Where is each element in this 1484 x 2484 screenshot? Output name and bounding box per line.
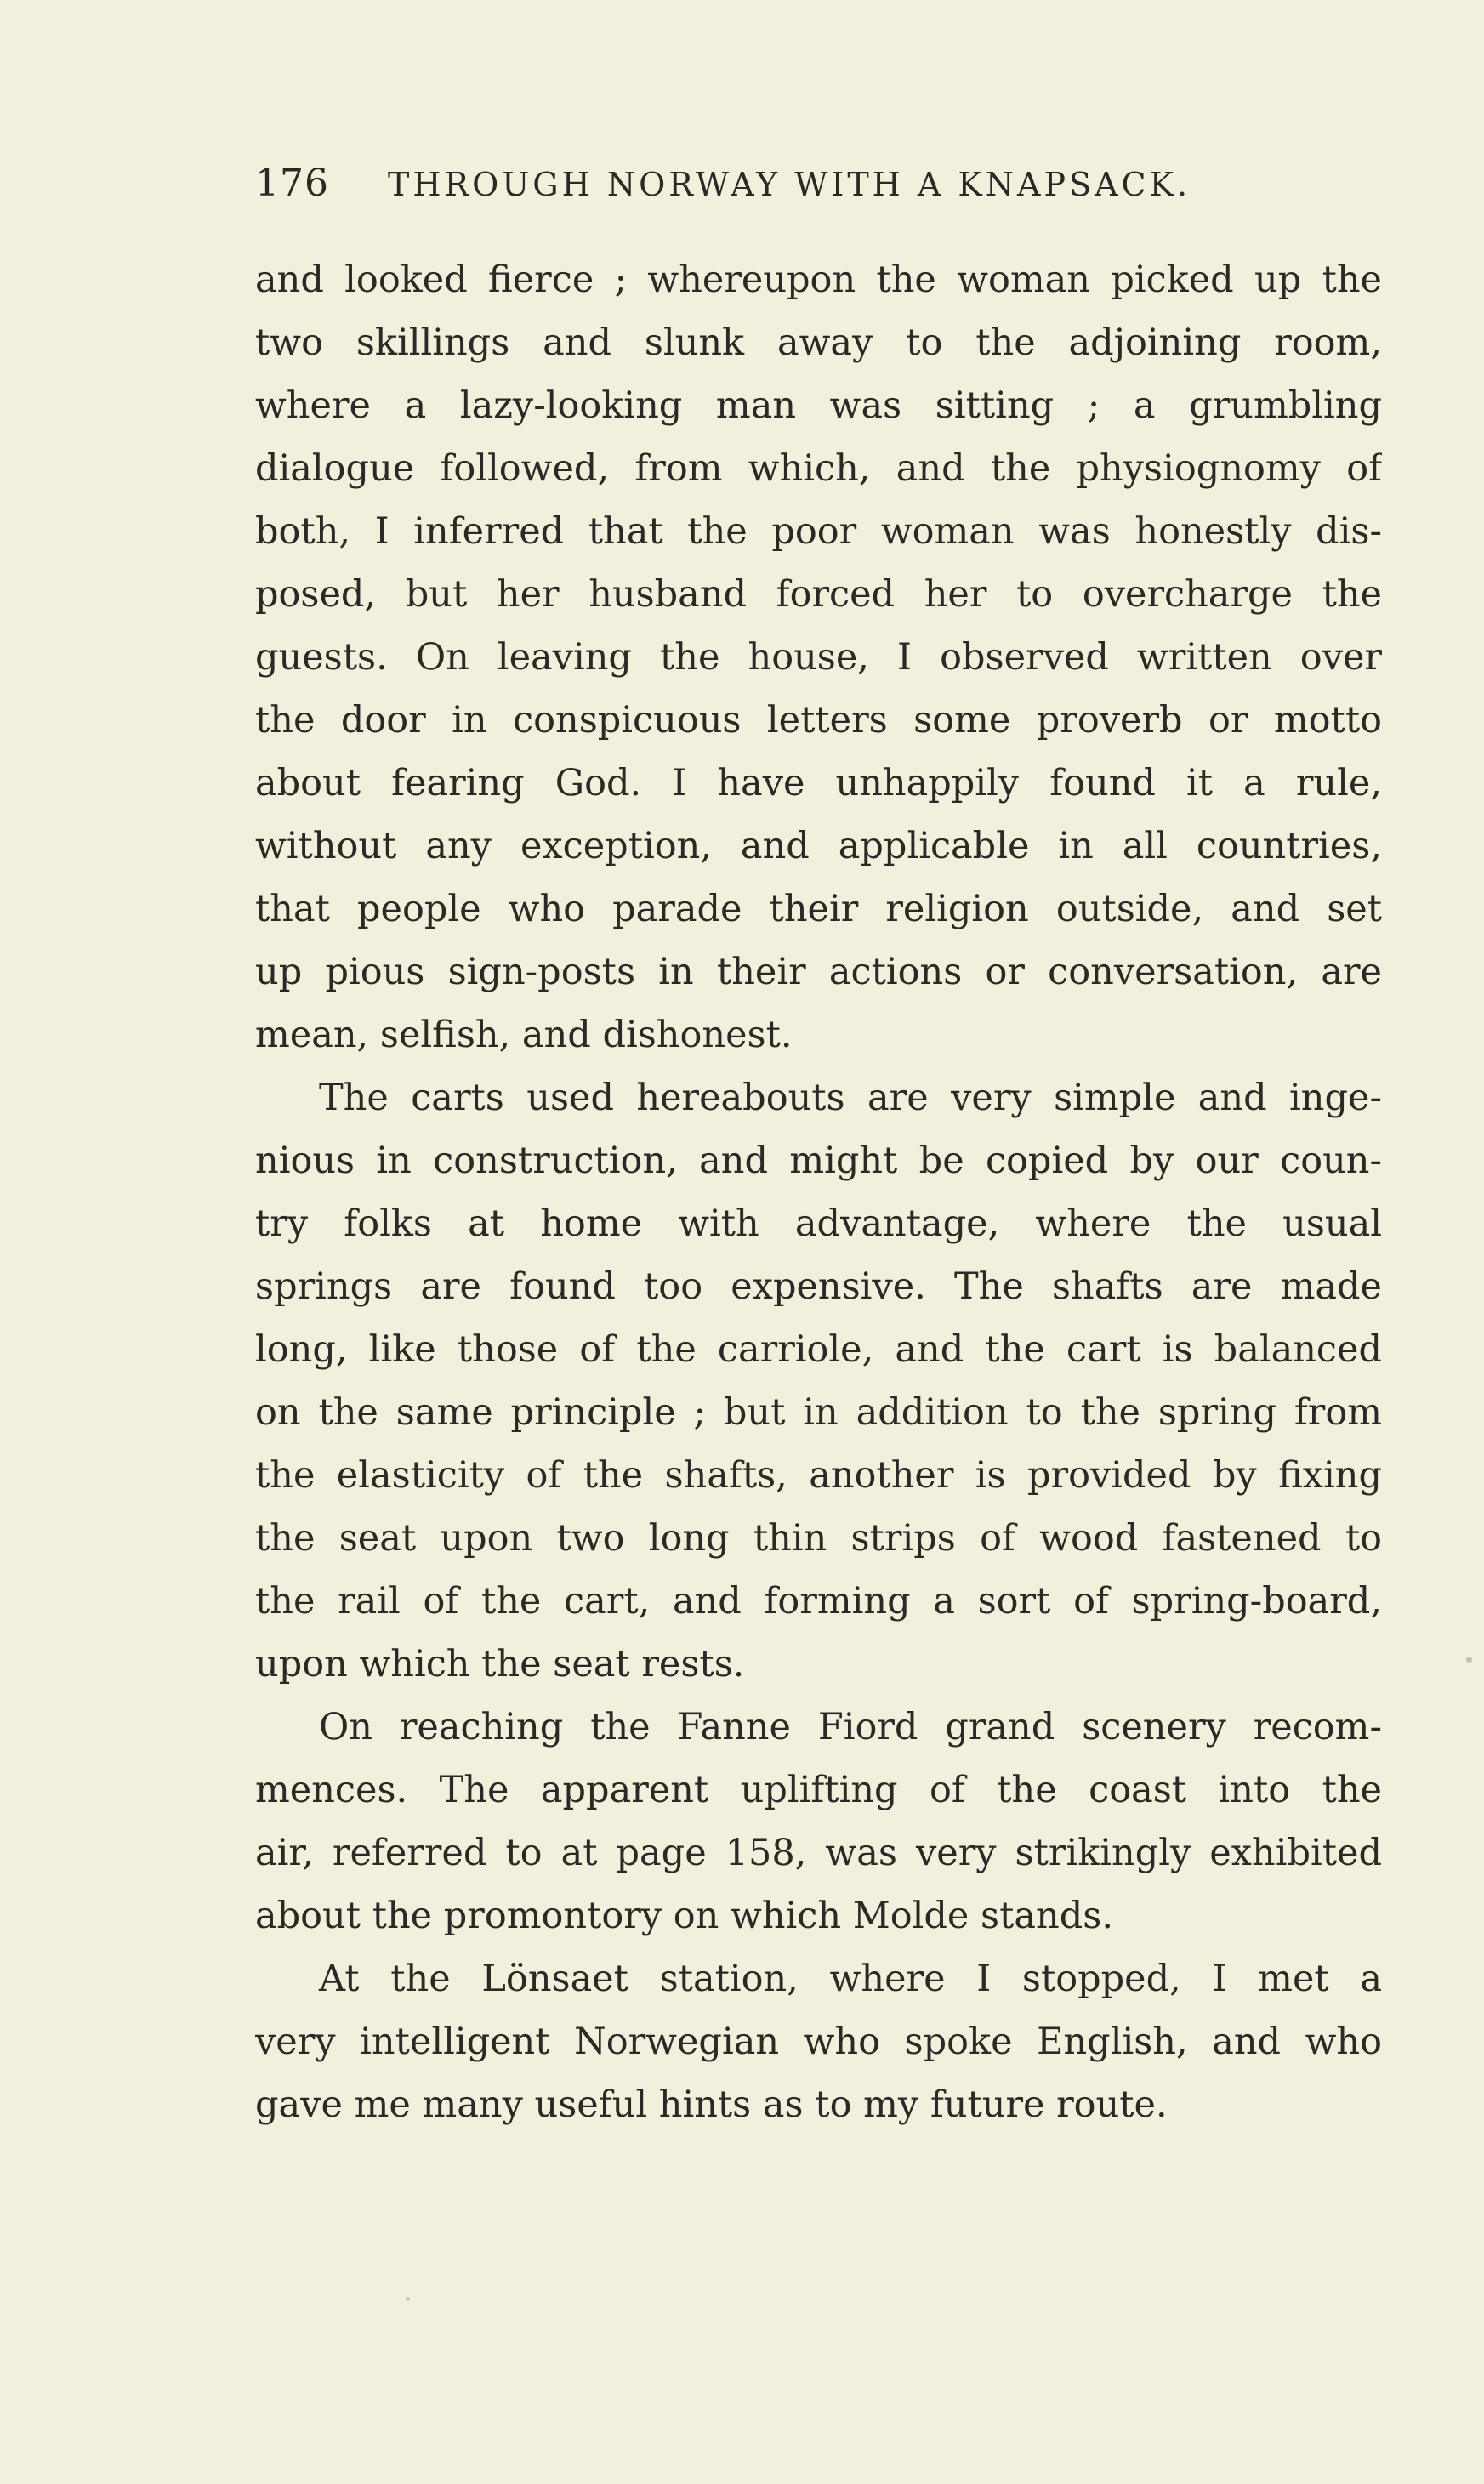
paragraph-2 [255,1066,1382,1696]
paragraph-3 [255,1696,1382,1947]
text-line: that people who parade their religion outside, and set [255,888,1382,930]
text-line: up pious sign-posts in their actions or conversation, are [255,951,1382,993]
text-line: about the promontory on which Molde stands. [255,1895,1113,1937]
text-line: try folks at home with advantage, where the usual [255,1202,1382,1245]
text-line: the door in conspicuous letters some proverb or motto [255,699,1382,742]
text-line: mean, selfish, and dishonest. [255,1014,793,1056]
text-line: where a lazy-looking man was sitting ; a grumbling [255,384,1382,427]
text-line: guests. On leaving the house, I observed written over [255,636,1382,679]
paragraph-4 [255,1947,1382,2136]
text-line: the elasticity of the shafts, another is provided by fixing [255,1454,1382,1497]
text-line: about fearing God. I have unhappily found it a rule, [255,762,1382,804]
paper-speck [406,2297,410,2301]
text-line: both, I inferred that the poor woman was honestly dis- [255,510,1382,553]
text-line: without any exception, and applicable in all countries, [255,825,1382,867]
text-line: The carts used hereabouts are very simple and inge- [319,1077,1382,1119]
text-line: long, like those of the carriole, and the cart is balanced [255,1328,1382,1371]
text-line: two skillings and slunk away to the adjoining room, [255,321,1382,364]
text-line: dialogue followed, from which, and the physiognomy of [255,447,1382,490]
running-head: THROUGH NORWAY WITH A KNAPSACK. [388,166,1191,203]
page-number: 176 [255,162,329,205]
text-line: nious in construction, and might be copied by our coun- [255,1140,1382,1182]
text-line: posed, but her husband forced her to overcharge the [255,573,1382,616]
text-line: the seat upon two long thin strips of wood fastened to [255,1517,1382,1560]
text-line: air, referred to at page 158, was very strikingly exhibited [255,1832,1382,1874]
text-line: mences. The apparent uplifting of the coast into the [255,1769,1382,1811]
text-line: on the same principle ; but in addition to the spring from [255,1391,1382,1434]
text-line: gave me many useful hints as to my future route. [255,2083,1168,2126]
text-line: springs are found too expensive. The shafts are made [255,1265,1382,1308]
page-header [255,162,1386,221]
text-line: At the Lönsaet station, where I stopped, I met a [319,1958,1382,2000]
paragraph-1 [255,248,1382,1066]
body-text [255,248,1382,2136]
text-line: very intelligent Norwegian who spoke English, and who [255,2021,1382,2063]
paper-speck [1466,1657,1472,1663]
text-line: the rail of the cart, and forming a sort of spring-board, [255,1580,1382,1623]
text-line: and looked fierce ; whereupon the woman picked up the [255,259,1382,301]
text-line: On reaching the Fanne Fiord grand scenery recom- [319,1706,1382,1748]
text-line: upon which the seat rests. [255,1643,745,1685]
